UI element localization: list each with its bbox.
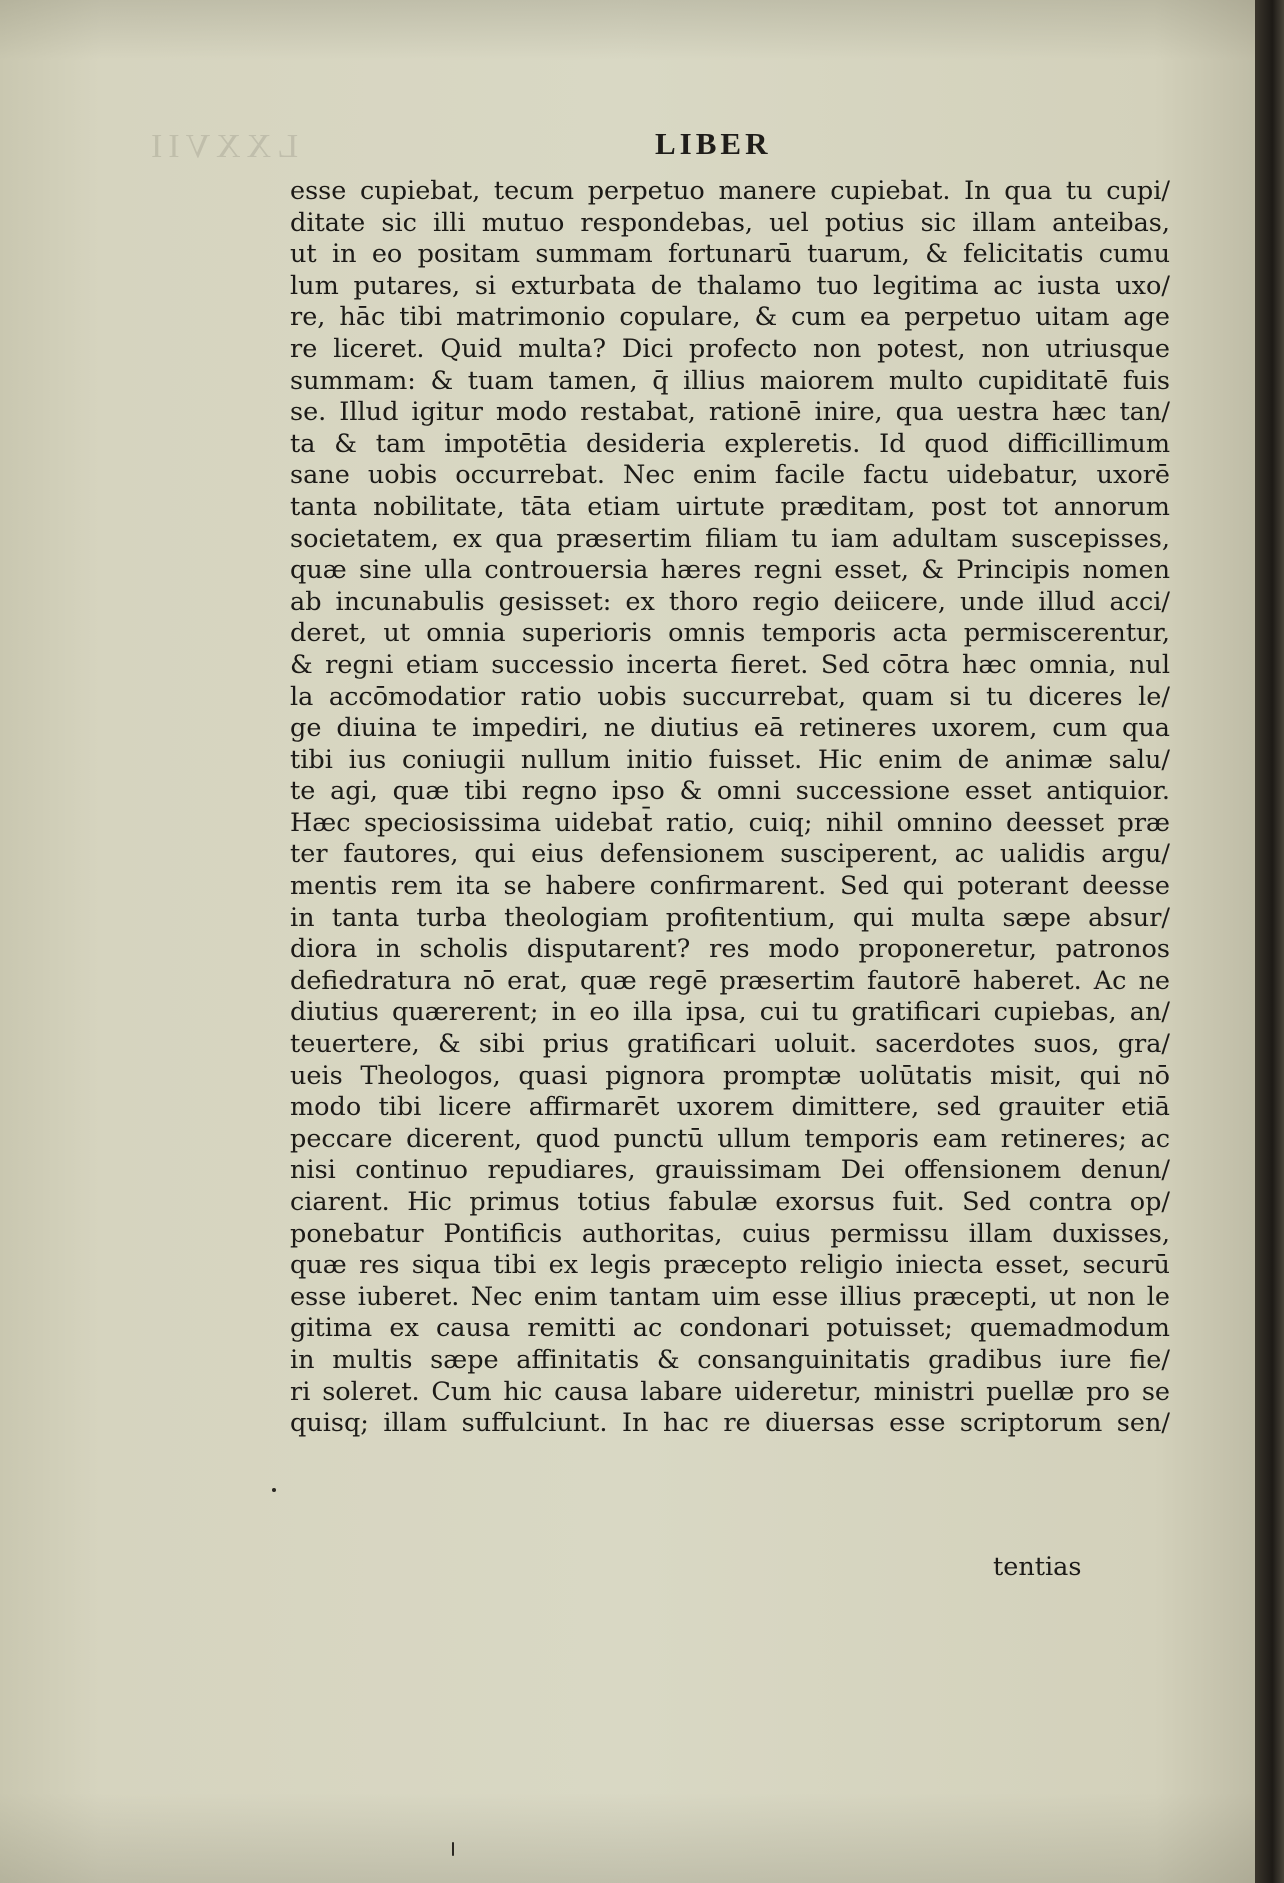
ink-speck bbox=[272, 1488, 276, 1492]
text-line: quisq; illam suffulciunt. In hac re diuersas esse scriptorum sen/ bbox=[290, 1408, 1170, 1439]
text-line: re, hāc tibi matrimonio copulare, & cum ea perpetuo uitam age bbox=[290, 302, 1170, 333]
text-line: deret, ut omnia superioris omnis temporis acta permiscerentur, bbox=[290, 618, 1170, 649]
text-line: diutius quærerent; in eo illa ipsa, cui tu gratificari cupiebas, an/ bbox=[290, 997, 1170, 1028]
text-line: esse cupiebat, tecum perpetuo manere cupiebat. In qua tu cupi/ bbox=[290, 176, 1170, 206]
text-line: societatem, ex qua præsertim filiam tu iam adultam suscepisses, bbox=[290, 523, 1170, 554]
text-line: teuertere, & sibi prius gratificari uoluit. sacerdotes suos, gra/ bbox=[290, 1029, 1170, 1060]
text-line: ge diuina te impediri, ne diutius eā retineres uxorem, cum qua bbox=[290, 713, 1170, 744]
text-line: ditate sic illi mutuo respondebas, uel potius sic illam anteibas, bbox=[290, 207, 1170, 238]
text-line: quæ sine ulla controuersia hæres regni esset, & Principis nomen bbox=[290, 555, 1170, 586]
text-line: summam: & tuam tamen, q̄ illius maiorem multo cupiditatē fuis bbox=[290, 365, 1170, 396]
text-line: peccare dicerent, quod punctū ullum temporis eam retineres; ac bbox=[290, 1123, 1170, 1154]
text-line: mentis rem ita se habere confirmarent. Sed qui poterant deesse bbox=[290, 871, 1170, 902]
text-line: ab incunabulis gesisset: ex thoro regio deiicere, unde illud acci/ bbox=[290, 586, 1170, 617]
text-line: ri soleret. Cum hic causa labare uideretur, ministri puellæ pro se bbox=[290, 1376, 1170, 1407]
text-line: in tanta turba theologiam profitentium, qui multa sæpe absur/ bbox=[290, 902, 1170, 933]
text-line: Hæc speciosissima uidebat̄ ratio, cuiq; nihil omnino deesset præ bbox=[290, 807, 1170, 838]
text-line: te agi, quæ tibi regno ipso & omni successione esset antiquior. bbox=[290, 776, 1170, 807]
text-line: tanta nobilitate, tāta etiam uirtute præditam, post tot annorum bbox=[290, 491, 1170, 522]
text-line: sane uobis occurrebat. Nec enim facile factu uidebatur, uxorē bbox=[290, 460, 1170, 491]
catchword: tentias bbox=[993, 1552, 1082, 1582]
text-line: gitima ex causa remitti ac condonari potuisset; quemadmodum bbox=[290, 1313, 1170, 1344]
text-line: defiedratura nō erat, quæ regē præsertim fautorē haberet. Ac ne bbox=[290, 965, 1170, 996]
text-line: ta & tam impotētia desideria expleretis. Id quod difficillimum bbox=[290, 428, 1170, 459]
text-line: la accōmodatior ratio uobis succurrebat, quam si tu diceres le/ bbox=[290, 681, 1170, 712]
text-line: nisi continuo repudiares, grauissimam Dei offensionem denun/ bbox=[290, 1155, 1170, 1186]
text-line: ut in eo positam summam fortunarū tuarum, & felicitatis cumu bbox=[290, 239, 1170, 270]
text-line: modo tibi licere affirmarēt uxorem dimittere, sed grauiter etiā bbox=[290, 1092, 1170, 1123]
text-line: & regni etiam successio incerta fieret. Sed cōtra hæc omnia, nul bbox=[290, 649, 1170, 680]
text-line: se. Illud igitur modo restabat, rationē inire, qua uestra hæc tan/ bbox=[290, 397, 1170, 428]
show-through-folio: LXXVII bbox=[145, 128, 299, 165]
running-head: LIBER bbox=[655, 126, 772, 161]
text-line: ponebatur Pontificis authoritas, cuius permissu illam duxisses, bbox=[290, 1218, 1170, 1249]
page-shadow-top bbox=[0, 0, 1255, 60]
page-shadow-bottom bbox=[0, 1793, 1255, 1883]
text-line: diora in scholis disputarent? res modo proponeretur, patronos bbox=[290, 934, 1170, 965]
text-line: in multis sæpe affinitatis & consanguinitatis gradibus iure fie/ bbox=[290, 1344, 1170, 1375]
text-line: lum putares, si exturbata de thalamo tuo legitima ac iusta uxo/ bbox=[290, 270, 1170, 301]
ink-speck bbox=[452, 1842, 454, 1856]
text-line: ciarent. Hic primus totius fabulæ exorsus fuit. Sed contra op/ bbox=[290, 1187, 1170, 1217]
body-text bbox=[290, 176, 1170, 1440]
text-line: quæ res siqua tibi ex legis præcepto religio iniecta esset, securū bbox=[290, 1250, 1170, 1281]
text-line: esse iuberet. Nec enim tantam uim esse illius præcepti, ut non le bbox=[290, 1281, 1170, 1312]
text-line: re liceret. Quid multa? Dici profecto non potest, non utriusque bbox=[290, 333, 1170, 364]
text-line: ueis Theologos, quasi pignora promptæ uolūtatis misit, qui nō bbox=[290, 1060, 1170, 1091]
text-line: tibi ius coniugii nullum initio fuisset. Hic enim de animæ salu/ bbox=[290, 744, 1170, 775]
book-edge bbox=[1255, 0, 1284, 1883]
text-line: ter fautores, qui eius defensionem susciperent, ac ualidis argu/ bbox=[290, 839, 1170, 870]
